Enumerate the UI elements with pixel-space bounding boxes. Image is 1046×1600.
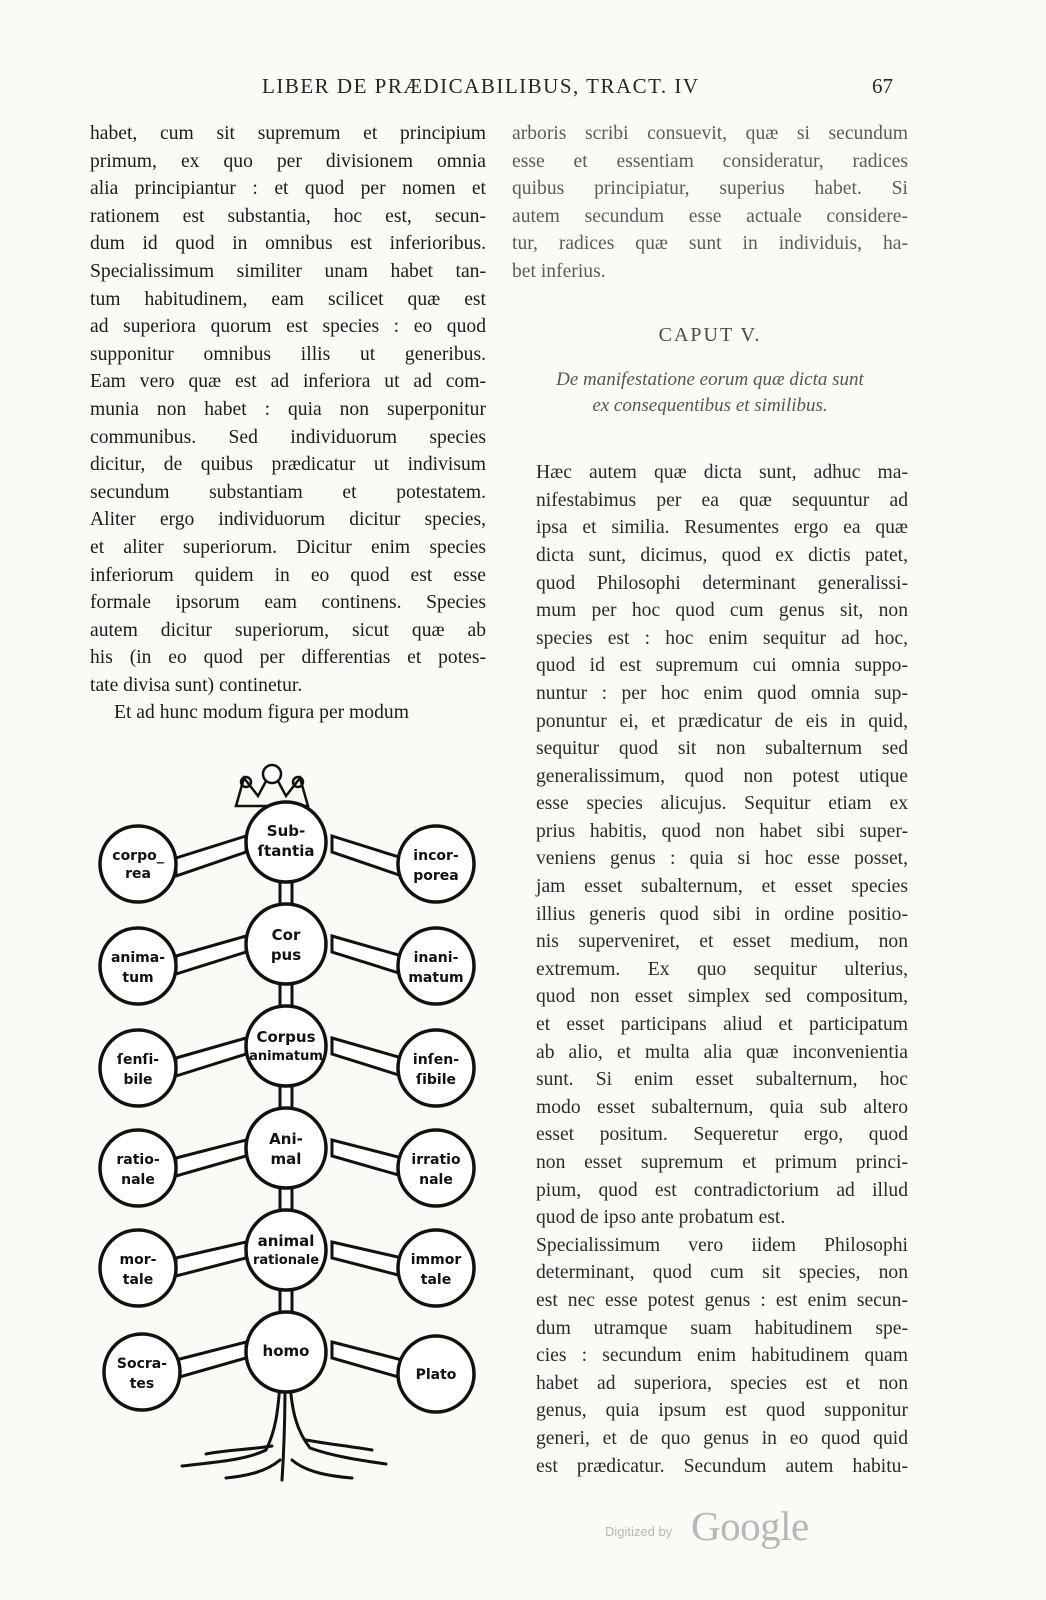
text-line: species est : hoc enim sequitur ad hoc, xyxy=(536,627,908,649)
node-label: ratio- xyxy=(116,1152,160,1168)
node-label: nale xyxy=(121,1172,155,1188)
right-node-insensibile xyxy=(398,1030,474,1106)
text-line: generi, et de quo genus in eo quod quid xyxy=(536,1427,908,1449)
text-line: secundum substantiam et potestatem. xyxy=(90,481,486,503)
text-line: nis superveniret, et esset medium, non xyxy=(536,931,908,953)
trunk-node-animal-rationale xyxy=(246,1210,326,1290)
text-line: generalissimum, quod non potest utique xyxy=(536,765,908,787)
text-line: bet inferius. xyxy=(512,260,606,282)
text-line: sunt. Si enim esset subalternum, hoc xyxy=(536,1069,908,1091)
trunk-node-animal xyxy=(246,1108,326,1188)
left-node-rationale xyxy=(100,1130,176,1206)
node-label: incor- xyxy=(413,848,459,864)
node-label: animal xyxy=(257,1232,315,1250)
text-line: Et ad hunc modum figura per modum xyxy=(114,702,409,724)
text-line: communibus. Sed individuorum species xyxy=(90,426,486,448)
node-label: matum xyxy=(408,970,464,986)
text-line: supponitur omnibus illis ut generibus. xyxy=(90,343,486,365)
running-title: LIBER DE PRÆDICABILIBUS, TRACT. IV xyxy=(262,74,700,98)
text-line: tate divisa sunt) continetur. xyxy=(90,674,303,696)
text-line: rationem est substantia, hoc est, secun- xyxy=(90,205,486,227)
right-column xyxy=(512,120,908,1480)
left-node-socrates xyxy=(104,1334,180,1410)
text-line: autem dicitur superiorum, sicut quæ ab xyxy=(90,619,486,641)
node-label: ſibile xyxy=(415,1072,457,1088)
text-line: habet, cum sit supremum et principium xyxy=(90,123,486,144)
node-label: irratio xyxy=(411,1152,461,1168)
text-line: veniens genus : quia si hoc esse posset, xyxy=(536,848,908,870)
text-line: non esset supremum et primum princi- xyxy=(536,1152,908,1173)
left-node-sensibile xyxy=(100,1030,176,1106)
text-line: Hæc autem quæ dicta sunt, adhuc ma- xyxy=(536,462,908,484)
node-label: porea xyxy=(413,868,459,884)
chapter-subtitle xyxy=(512,367,908,419)
right-node-irrationale xyxy=(398,1130,474,1206)
left-node-animatum xyxy=(100,928,176,1004)
right-paragraph-1 xyxy=(512,459,908,1232)
text-line: esse et essentiam consideratur, radices xyxy=(512,150,908,172)
right-node-immortale xyxy=(398,1230,474,1306)
text-line: est nec esse potest genus : est enim secun- xyxy=(536,1289,908,1311)
text-line: dicta sunt, dicimus, quod ex dictis patet, xyxy=(536,544,908,566)
node-label: bile xyxy=(123,1072,153,1088)
node-label: mor- xyxy=(119,1252,157,1268)
text-line: autem secundum esse actuale considere- xyxy=(512,205,908,227)
text-line: dum utramque suam habitudinem spe- xyxy=(536,1317,908,1339)
text-line: tur, radices quæ sunt in individuis, ha- xyxy=(512,233,908,255)
text-line: est prædicatur. Secundum autem habitu- xyxy=(536,1455,908,1477)
right-paragraph-2 xyxy=(512,1232,908,1480)
text-line: esset positum. Sequeretur ergo, quod xyxy=(536,1124,908,1146)
chapter-heading: CAPUT V. xyxy=(658,323,762,346)
roots-icon xyxy=(182,1384,386,1480)
trunk-node-corpus-animatum xyxy=(246,1006,326,1086)
text-line: nifestabimus per ea quæ sequuntur ad xyxy=(536,489,908,511)
node-label: tes xyxy=(129,1376,155,1392)
text-line: ponuntur ei, et prædicatur de eis in quid, xyxy=(536,710,908,732)
text-line: Specialissimum vero iidem Philosophi xyxy=(536,1234,908,1256)
node-label: animatum xyxy=(249,1049,323,1064)
porphyrian-tree-figure xyxy=(96,760,490,1495)
watermark-logo-text: Google xyxy=(691,1503,809,1549)
text-line: cies : secundum enim habitudinem quam xyxy=(536,1345,908,1367)
text-line: ipsa et similia. Resumentes ergo ea quæ xyxy=(536,517,908,539)
text-line: sequitur quod sit non subalternum sed xyxy=(536,738,908,760)
text-line: inferiorum quidem in eo quod est esse xyxy=(90,564,486,586)
text-line: Specialissimum similiter unam habet tan- xyxy=(90,260,486,282)
text-line: genus, quia ipsum est quod supponitur xyxy=(536,1400,908,1422)
left-column xyxy=(90,120,486,727)
text-line: alia principiantur : et quod per nomen et xyxy=(90,178,486,200)
text-line: tum habitudinem, eam scilicet quæ est xyxy=(90,288,486,310)
node-label: inſen- xyxy=(412,1052,460,1068)
text-line: quod de ipso ante probatum est. xyxy=(536,1207,786,1229)
text-line: quod Philosophi determinant generalissi- xyxy=(536,572,908,594)
text-line: et esset participans aliud et participatum xyxy=(536,1014,908,1036)
page-header xyxy=(0,74,1046,104)
text-line: prius habitis, quod non habet sibi super- xyxy=(536,820,908,842)
text-line: primum, ex quo per divisionem omnia xyxy=(90,150,486,172)
left-node-corporea xyxy=(100,826,176,902)
node-label: ſenſi- xyxy=(116,1052,160,1068)
subtitle-line: ex consequentibus et similibus. xyxy=(592,395,828,417)
text-line: munia non habet : quia non superponitur xyxy=(90,398,486,420)
node-label: Sub- xyxy=(266,822,306,840)
text-line: ad superiora quorum est species : eo quod xyxy=(90,316,486,338)
text-line: dicitur, de quibus prædicatur ut indivisum xyxy=(90,454,486,476)
right-node-inanimatum xyxy=(398,928,474,1004)
text-line: ab alio, et multa alia quæ inconvenientia xyxy=(536,1041,908,1063)
node-label: homo xyxy=(262,1342,310,1360)
text-line: formale ipsorum eam continens. Species xyxy=(90,592,486,614)
right-intro-paragraph xyxy=(512,120,908,286)
page-number: 67 xyxy=(872,74,893,98)
text-line: extremum. Ex quo sequitur ulterius, xyxy=(536,958,908,980)
node-label: Socra- xyxy=(116,1356,168,1372)
text-line: jam esset subalternum, et esset species xyxy=(536,876,908,898)
node-label: Plato xyxy=(415,1367,457,1383)
text-line: mum per hoc quod cum genus sit, non xyxy=(536,600,908,622)
porphyrian-tree-diagram xyxy=(96,760,490,1495)
text-line: quod id est supremum cui omnia suppo- xyxy=(536,655,908,677)
text-line: his (in eo quod per differentias et potes- xyxy=(90,647,486,669)
text-line: Eam vero quæ est ad inferiora ut ad com- xyxy=(90,371,486,393)
node-label: anima- xyxy=(110,950,166,966)
text-line: nuntur : per hoc enim quod omnia sup- xyxy=(536,682,908,704)
text-line: quibus principiatur, superius habet. Si xyxy=(512,178,908,200)
node-label: nale xyxy=(419,1172,453,1188)
trunk-node-corpus xyxy=(246,904,326,984)
node-label: inani- xyxy=(413,950,459,966)
text-line: et aliter superiorum. Dicitur enim species xyxy=(90,536,486,558)
node-label: Corpus xyxy=(256,1028,316,1046)
crown-icon xyxy=(236,765,308,806)
left-paragraph xyxy=(90,120,486,699)
text-line: arboris scribi consuevit, quæ si secundum xyxy=(512,123,908,144)
node-label: Cor xyxy=(271,926,301,944)
node-label: rea xyxy=(125,866,151,882)
node-label: tale xyxy=(122,1272,154,1288)
left-node-mortale xyxy=(100,1230,176,1306)
node-label: rationale xyxy=(252,1253,320,1268)
text-line: illius generis quod sibi in ordine positio- xyxy=(536,903,908,925)
node-label: corpo_ xyxy=(112,848,164,864)
text-line: quod non esset simplex sed compositum, xyxy=(536,986,908,1008)
text-line: modo esset subalternum, quia sub altero xyxy=(536,1096,908,1118)
node-label: immor xyxy=(410,1252,462,1268)
node-label: Ani- xyxy=(269,1130,303,1148)
node-label: tum xyxy=(122,970,154,986)
node-label: ſtantia xyxy=(257,842,315,860)
text-line: pium, quod est contradictorium ad illud xyxy=(536,1179,908,1201)
text-line: dum id quod in omnibus est inferioribus. xyxy=(90,233,486,255)
text-line: Aliter ergo individuorum dicitur species, xyxy=(90,509,486,531)
node-label: pus xyxy=(270,946,302,964)
text-line: esse species alicujus. Sequitur etiam ex xyxy=(536,793,908,815)
node-label: mal xyxy=(270,1150,302,1168)
subtitle-line: De manifestatione eorum quæ dicta sunt xyxy=(556,369,864,391)
node-label: tale xyxy=(420,1272,452,1288)
text-line: habet ad superiora, species est et non xyxy=(536,1372,908,1394)
watermark-small-text: Digitized by xyxy=(605,1524,673,1539)
left-final-paragraph xyxy=(90,699,486,727)
google-watermark xyxy=(605,1502,845,1552)
text-line: determinant, quod cum sit species, non xyxy=(536,1262,908,1284)
right-node-incorporea xyxy=(398,826,474,902)
